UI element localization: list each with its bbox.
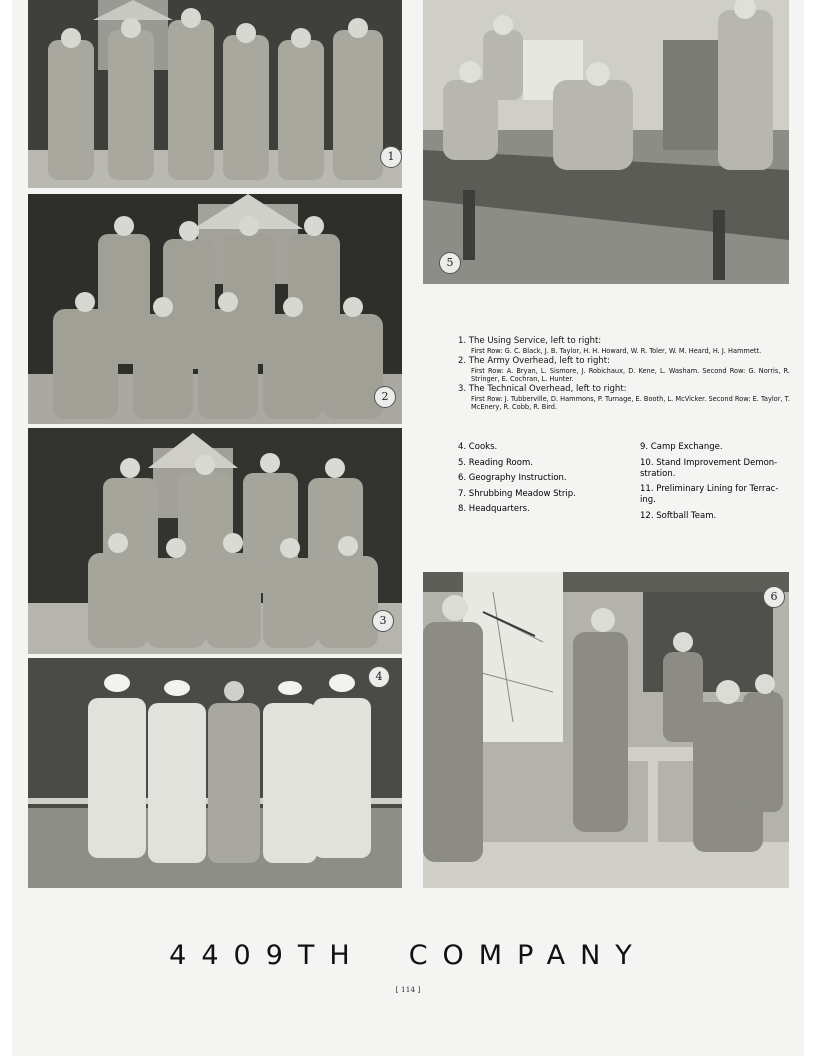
caption-heading: 3. The Technical Overhead, left to right:: [458, 383, 627, 394]
title-company-number: 4409TH: [169, 940, 365, 971]
caption-names: First Row: A. Bryan, L. Sismore, J. Robichaux, D. Kene, L. Washam. Second Row: G. Norris, R. Stringer, E. Cochran, L. Hunter.: [471, 366, 790, 384]
caption-list-item: 9. Camp Exchange.: [640, 442, 723, 452]
title-company-word: COMPANY: [408, 940, 647, 971]
photo-number-badge: 5: [439, 252, 461, 274]
caption-list-item: 8. Headquarters.: [458, 504, 530, 515]
caption-names: First Row: G. C. Black, J. B. Taylor, H. H. Howard, W. R. Toler, W. M. Heard, H. J. Hammett.: [471, 347, 762, 355]
caption-list-item: 12. Softball Team.: [640, 510, 717, 521]
caption-item: [458, 384, 790, 412]
caption-list-item: 7. Shrubbing Meadow Strip.: [458, 488, 576, 499]
photo-number-badge: 3: [372, 610, 394, 632]
caption-list-item: 4. Cooks.: [458, 442, 498, 452]
caption-block: [458, 336, 790, 412]
photo-using-service: [28, 0, 402, 188]
photo-reading-room: [423, 0, 789, 284]
caption-list-item: 10. Stand Improvement Demon- stration.: [640, 457, 778, 479]
photo-number-badge: 4: [368, 666, 390, 688]
caption-list-left: [458, 442, 618, 520]
page-number: [ 114 ]: [395, 985, 421, 994]
caption-list-right: [640, 442, 790, 526]
photo-number-badge: 1: [380, 146, 402, 168]
photo-geography-instruction: [423, 572, 789, 888]
caption-list-item: 6. Geography Instruction.: [458, 473, 567, 484]
caption-list-item: 11. Preliminary Lining for Terrac- ing.: [640, 484, 779, 506]
caption-heading: 1. The Using Service, left to right:: [458, 336, 602, 346]
photo-technical-overhead: [28, 428, 402, 654]
caption-list-item: 5. Reading Room.: [458, 457, 533, 468]
photo-army-overhead: [28, 194, 402, 424]
caption-item: [458, 356, 790, 384]
photo-number-badge: 6: [763, 586, 785, 608]
photo-number-badge: 2: [374, 386, 396, 408]
yearbook-page: [12, 0, 804, 1056]
page-title: [0, 940, 816, 971]
caption-names: First Row: J. Tubberville, D. Hammons, P. Turnage, E. Booth, L. McVicker. Second Row: E. Taylor, T. McEnery, R. Cobb, R. Bird.: [471, 394, 790, 412]
photo-cooks: [28, 658, 402, 888]
caption-item: [458, 336, 790, 356]
caption-heading: 2. The Army Overhead, left to right:: [458, 355, 610, 366]
